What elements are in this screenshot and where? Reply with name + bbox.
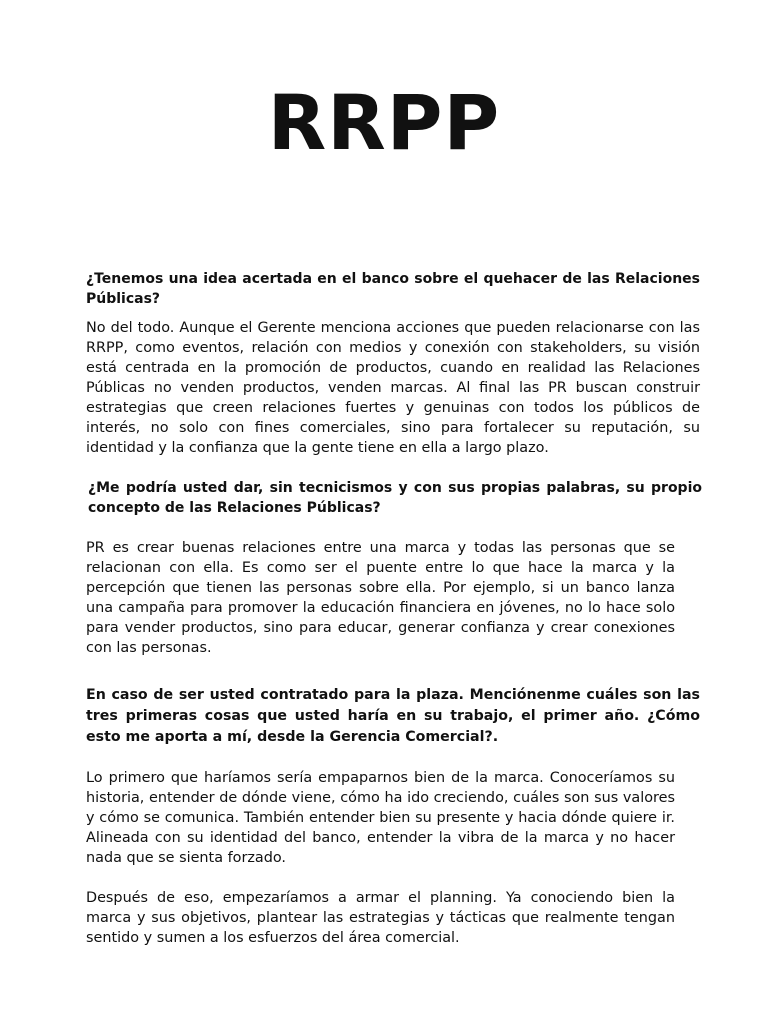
- document-title: RRPP: [267, 78, 501, 167]
- question-3: En caso de ser usted contratado para la plaza. Menciónenme cuáles son las tres primeras cosas que usted haría en su trabajo, el primer año. ¿Cómo esto me aporta a mí, desde la Gerencia Comercial?.: [86, 687, 700, 745]
- answer-3-paragraph-1: Lo primero que haríamos sería empaparnos bien de la marca. Conoceríamos su historia, entender de dónde viene, cómo ha ido creciendo, cuáles son sus valores y cómo se comunica. También entender bien su presente y hacia dónde quiere ir. Alineada con su identidad del banco, entender la vibra de la marca y no hacer nada que se sienta forzado.: [86, 770, 675, 866]
- answer-2: PR es crear buenas relaciones entre una marca y todas las personas que se relacionan con ella. Es como ser el puente entre lo que hace la marca y la percepción que tienen las personas sobre ella. Por ejemplo, si un banco lanza una campaña para promover la educación financiera en jóvenes, no lo hace solo para vender productos, sino para educar, generar confianza y crear conexiones con las personas.: [86, 540, 675, 656]
- question-1: ¿Tenemos una idea acertada en el banco sobre el quehacer de las Relaciones Públicas?: [86, 271, 700, 307]
- question-2: ¿Me podría usted dar, sin tecnicismos y con sus propias palabras, su propio concepto de las Relaciones Públicas?: [88, 480, 702, 516]
- answer-3-paragraph-2: Después de eso, empezaríamos a armar el planning. Ya conociendo bien la marca y sus objetivos, plantear las estrategias y tácticas que realmente tengan sentido y sumen a los esfuerzos del área comercial.: [86, 890, 675, 946]
- answer-1: No del todo. Aunque el Gerente menciona acciones que pueden relacionarse con las RRPP, como eventos, relación con medios y conexión con stakeholders, su visión está centrada en la promoción de productos, cuando en realidad las Relaciones Públicas no venden productos, venden marcas. Al final las PR buscan construir estrategias que creen relaciones fuertes y genuinas con todos los públicos de interés, no solo con fines comerciales, sino para fortalecer su reputación, su identidad y la confianza que la gente tiene en ella a largo plazo.: [86, 320, 700, 456]
